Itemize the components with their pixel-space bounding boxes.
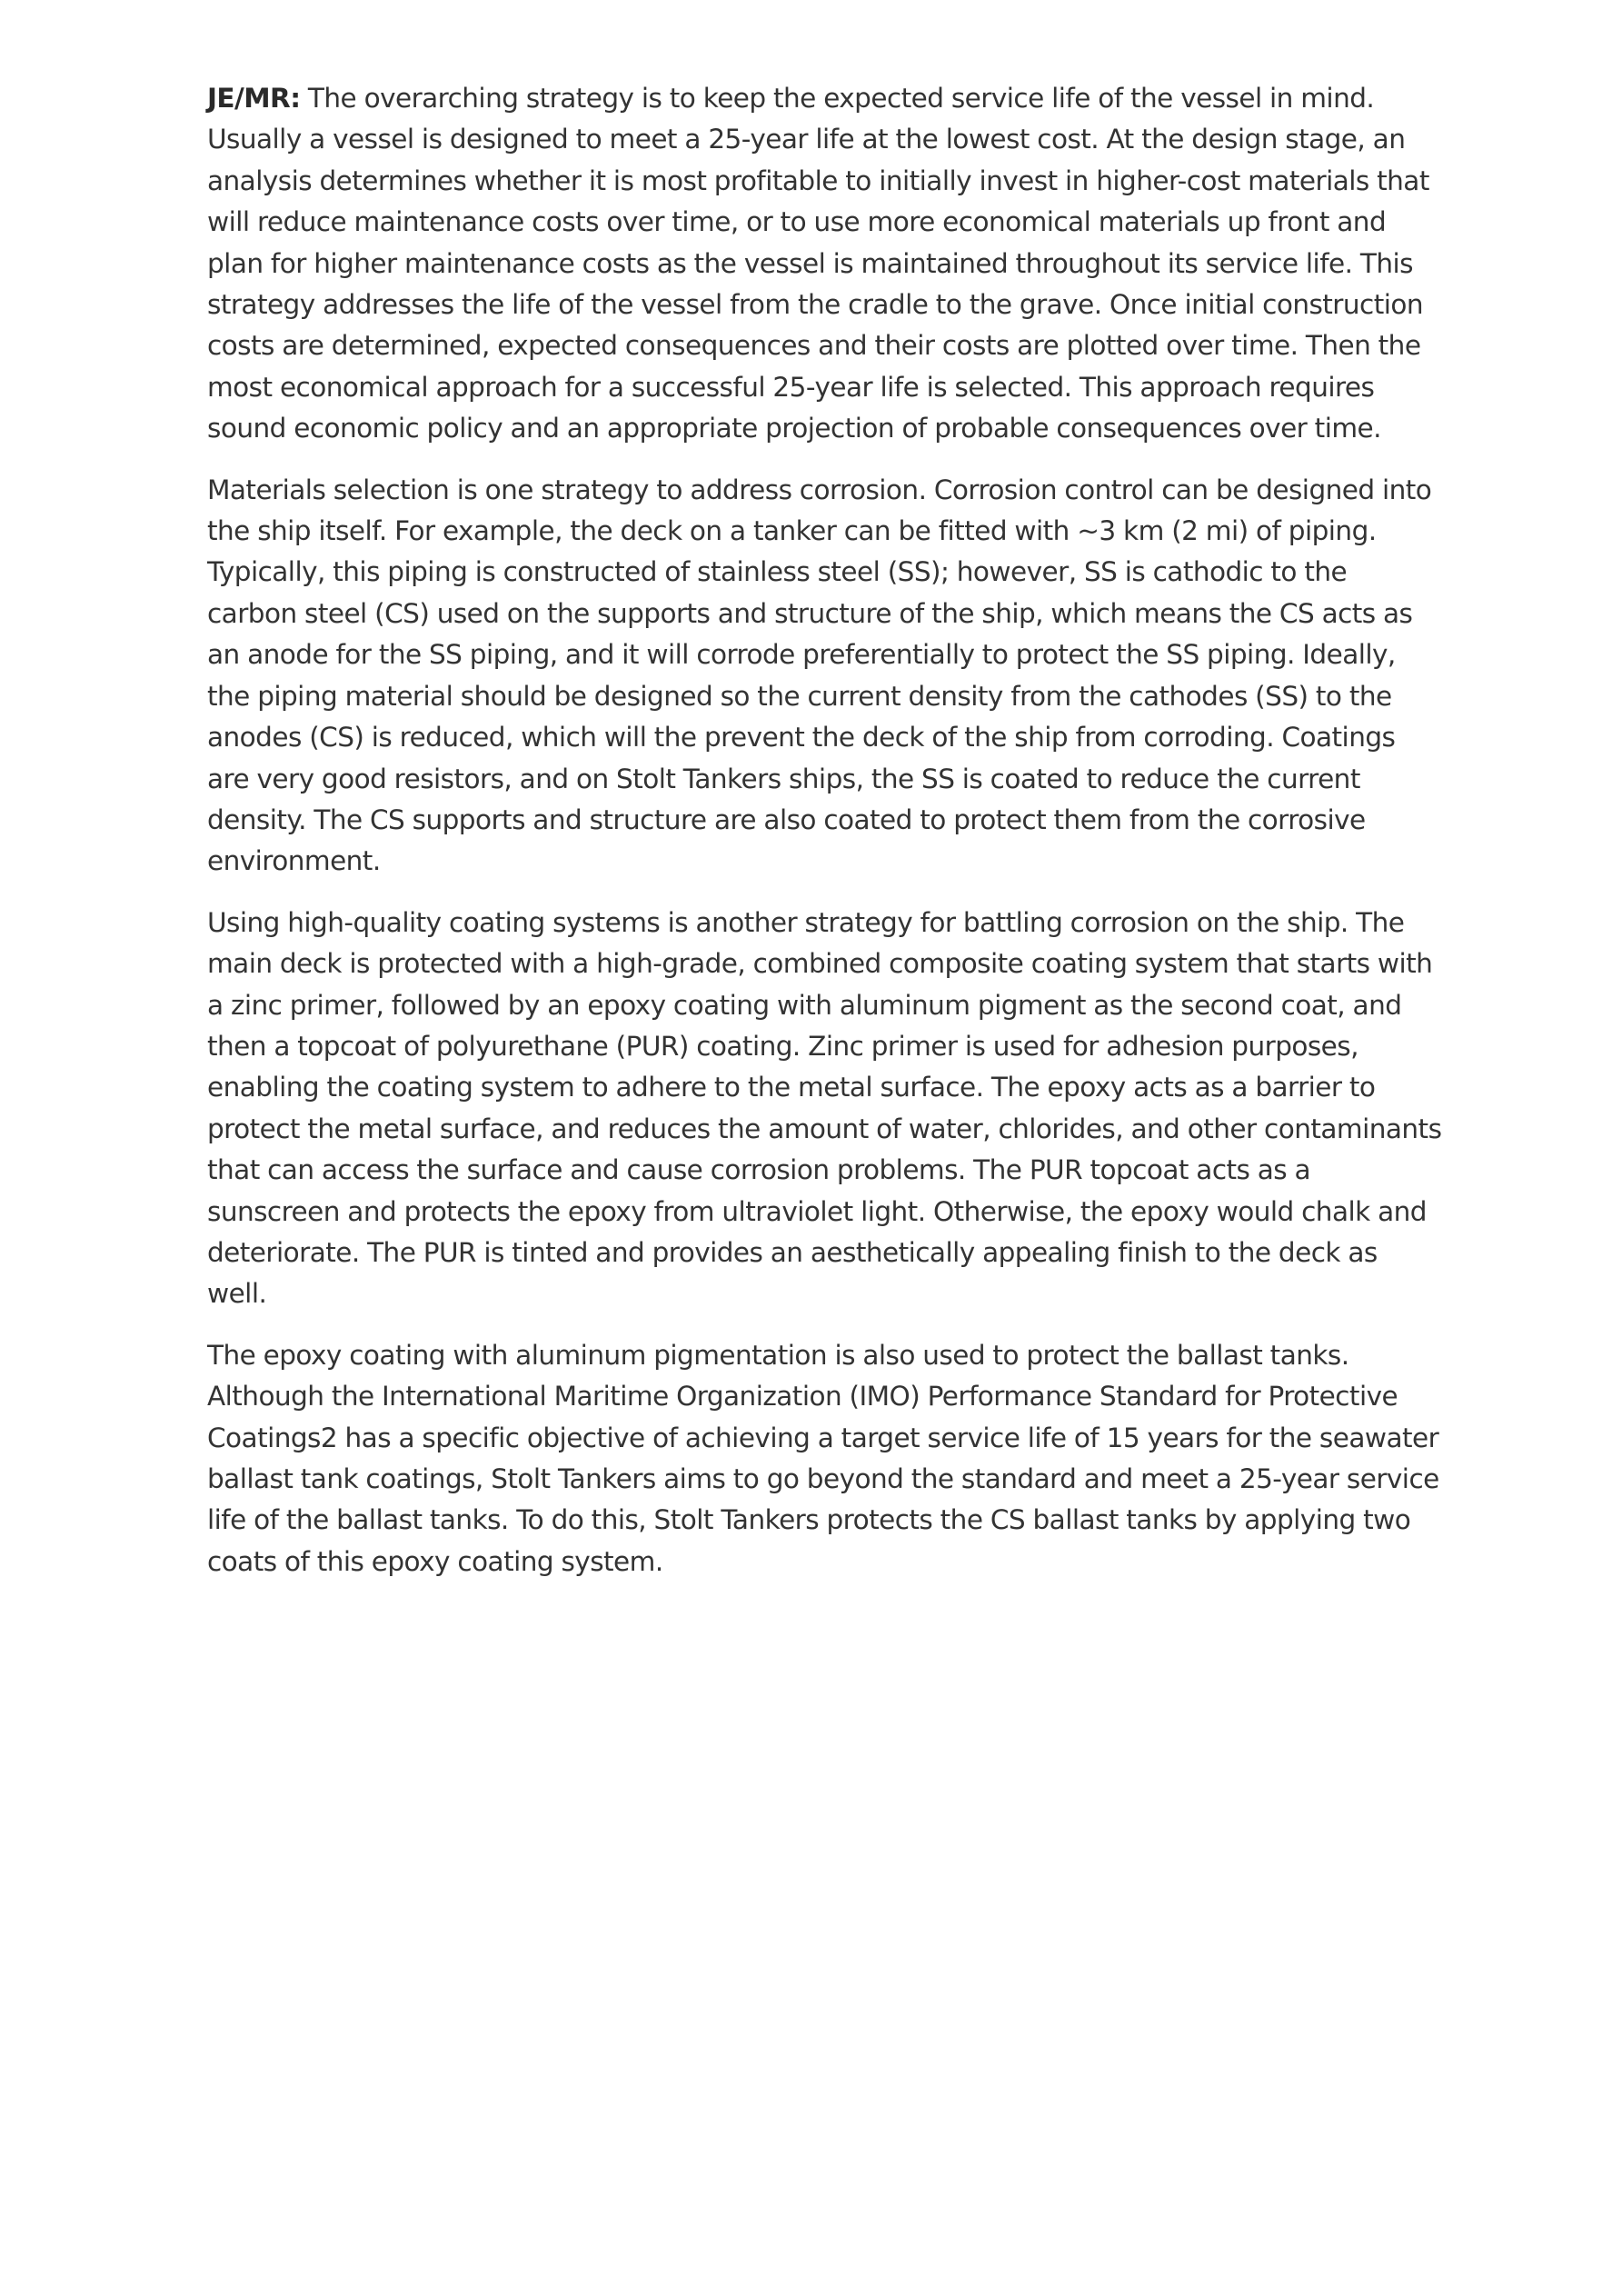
- paragraph-3: Using high-quality coating systems is another strategy for battling corrosion on the ship. The main deck is protected with a high-grade, combined composite coating system that starts with a zinc primer, followed by an epoxy coating with aluminum pigment as the second coat, and then a topcoat of polyurethane (PUR) coating. Zinc primer is used for adhesion purposes, enabling the coating system to adhere to the metal surface. The epoxy acts as a barrier to protect the metal surface, and reduces the amount of water, chlorides, and other contaminants that can access the surface and cause corrosion problems. The PUR topcoat acts as a sunscreen and protects the epoxy from ultraviolet light. Otherwise, the epoxy would chalk and deteriorate. The PUR is tinted and provides an aesthetically appealing finish to the deck as well.: [207, 906, 1442, 1310]
- paragraph-1-text: The overarching strategy is to keep the expected service life of the vessel in mind. Usually a vessel is designed to meet a 25-year life at the lowest cost. At the design stage, an analysis determines whether it is most profitable to initially invest in higher-cost materials that will reduce maintenance costs over time, or to use more economical materials up front and plan for higher maintenance costs as the vessel is maintained throughout its service life. This strategy addresses the life of the vessel from the cradle to the grave. Once initial construction costs are determined, expected consequences and their costs are plotted over time. Then the most economical approach for a successful 25-year life is selected. This approach requires sound economic policy and an appropriate projection of probable consequences over time.: [207, 83, 1429, 444]
- paragraph-1: [207, 78, 1443, 450]
- paragraph-4: The epoxy coating with aluminum pigmentation is also used to protect the ballast tanks. Although the International Maritime Organization (IMO) Performance Standard for Protective Coatings2 has a specific objective of achieving a target service life of 15 years for the seawater ballast tank coatings, Stolt Tankers aims to go beyond the standard and meet a 25-year service life of the ballast tanks. To do this, Stolt Tankers protects the CS ballast tanks by applying two coats of this epoxy coating system.: [207, 1339, 1439, 1577]
- article-body: [207, 78, 1443, 1602]
- speaker-label: JE/MR:: [207, 83, 301, 114]
- paragraph-2: Materials selection is one strategy to address corrosion. Corrosion control can be designed into the ship itself. For example, the deck on a tanker can be fitted with ~3 km (2 mi) of piping. Typically, this piping is constructed of stainless steel (SS); however, SS is cathodic to the carbon steel (CS) used on the supports and structure of the ship, which means the CS acts as an anode for the SS piping, and it will corrode preferentially to protect the SS piping. Ideally, the piping material should be designed so the current density from the cathodes (SS) to the anodes (CS) is reduced, which will the prevent the deck of the ship from corroding. Coatings are very good resistors, and on Stolt Tankers ships, the SS is coated to reduce the current density. The CS supports and structure are also coated to protect them from the corrosive environment.: [207, 474, 1432, 877]
